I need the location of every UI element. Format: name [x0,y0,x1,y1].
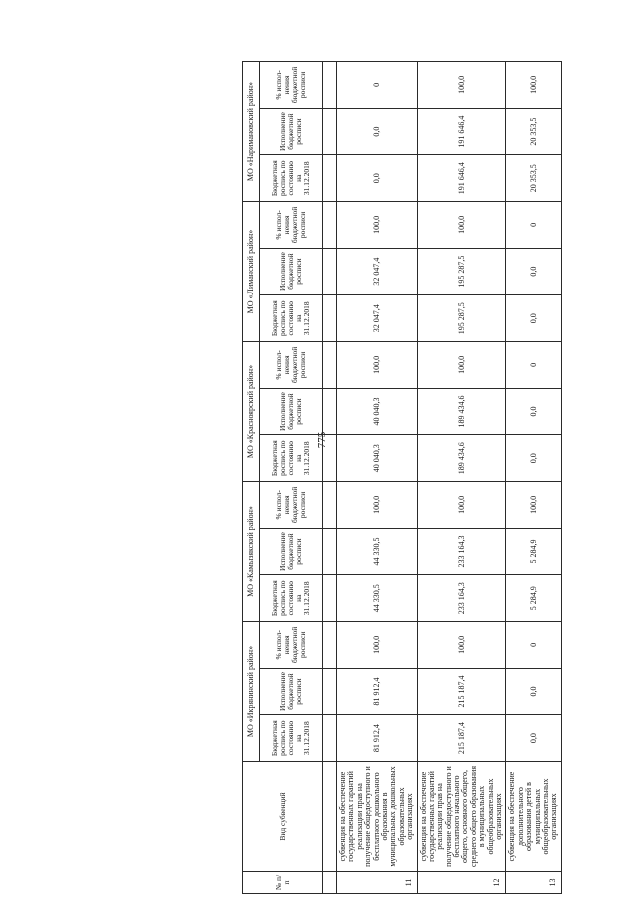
spacer-cell [323,668,337,715]
row-number: 12 [417,872,506,894]
budget-value: 0,0 [506,715,561,762]
percent-value: 0 [506,622,561,669]
execution-value: 215 187,4 [417,668,506,715]
budget-value: 44 330,5 [337,575,418,622]
execution-value: 5 284,9 [506,528,561,575]
percent-value: 100,0 [506,62,561,109]
spacer-cell [323,435,337,482]
header-kind: Вид субвенций [243,762,323,872]
header-budget: Бюджетная роспись по состоянию на 31.12.2018 [260,435,323,482]
subsidy-table-container [242,62,559,894]
execution-value: 44 330,5 [337,528,418,575]
percent-value: 0 [506,202,561,249]
spacer-cell [323,62,337,109]
header-row-regions [243,62,260,894]
execution-value: 81 912,4 [337,668,418,715]
subsidy-name: субвенция на обеспечение государственных гарантий реализации прав на получение общедоступного и бесплатного начального общего, основного общего, среднего общего образования в муниципальных общеобразовательных организациях [417,762,506,872]
header-budget: Бюджетная роспись по состоянию на 31.12.2018 [260,715,323,762]
spacer-cell [323,575,337,622]
spacer-cell [323,108,337,155]
header-region: МО «Камызякский район» [243,482,260,622]
percent-value: 100,0 [506,482,561,529]
budget-value: 189 434,6 [417,435,506,482]
header-percent: % испол-нения бюджетной росписи [260,342,323,389]
percent-value: 100,0 [417,342,506,389]
budget-value: 0,0 [506,435,561,482]
header-region: МО «Лиманский район» [243,202,260,342]
header-execution: Исполнение бюджетной росписи [260,528,323,575]
spacer-cell [323,622,337,669]
percent-value: 100,0 [337,342,418,389]
percent-value: 0 [506,342,561,389]
table-row [337,62,418,894]
header-budget: Бюджетная роспись по состоянию на 31.12.2018 [260,295,323,342]
spacer-cell [323,155,337,202]
spacer-cell [323,762,337,872]
percent-value: 100,0 [337,482,418,529]
execution-value: 195 287,5 [417,248,506,295]
spacer-cell [323,248,337,295]
spacer-cell [323,342,337,389]
index-row-spacer [323,62,337,894]
spacer-cell [323,202,337,249]
spacer-cell [323,715,337,762]
execution-value: 40 040,3 [337,388,418,435]
percent-value: 100,0 [337,622,418,669]
subsidy-name: субвенция на обеспечение государственных гарантий реализации прав на получение общедоступного и бесплатного дошкольного образования в муниципальных дошкольных образовательных организациях [337,762,418,872]
execution-value: 32 047,4 [337,248,418,295]
header-execution: Исполнение бюджетной росписи [260,248,323,295]
execution-value: 0,0 [506,388,561,435]
budget-value: 0,0 [337,155,418,202]
spacer-cell [323,388,337,435]
budget-value: 20 353,5 [506,155,561,202]
header-percent: % испол-нения бюджетной росписи [260,62,323,109]
percent-value: 100,0 [337,202,418,249]
header-percent: % испол-нения бюджетной росписи [260,202,323,249]
budget-value: 233 164,3 [417,575,506,622]
table-row [417,62,506,894]
execution-value: 0,0 [506,668,561,715]
execution-value: 189 434,6 [417,388,506,435]
budget-value: 195 287,5 [417,295,506,342]
budget-value: 5 284,9 [506,575,561,622]
header-percent: % испол-нения бюджетной росписи [260,622,323,669]
row-number: 11 [337,872,418,894]
execution-value: 0,0 [337,108,418,155]
header-num: № п/п [243,872,323,894]
percent-value: 100,0 [417,62,506,109]
spacer-cell [323,295,337,342]
subsidy-table [242,61,562,894]
subsidy-name: субвенция на обеспечение дополнительного образования детей в муниципальных общеобразовательных организациях [506,762,561,872]
spacer-cell [323,872,337,894]
percent-value: 100,0 [417,482,506,529]
header-region: МО «Икрянинский район» [243,622,260,762]
execution-value: 20 353,5 [506,108,561,155]
percent-value: 100,0 [417,202,506,249]
header-execution: Исполнение бюджетной росписи [260,388,323,435]
header-percent: % испол-нения бюджетной росписи [260,482,323,529]
header-execution: Исполнение бюджетной росписи [260,108,323,155]
page-number: 775 [316,431,328,449]
execution-value: 191 646,4 [417,108,506,155]
execution-value: 233 164,3 [417,528,506,575]
budget-value: 191 646,4 [417,155,506,202]
budget-value: 215 187,4 [417,715,506,762]
table-row [506,62,561,894]
row-number: 13 [506,872,561,894]
header-region: МО «Наримановский район» [243,62,260,202]
budget-value: 40 040,3 [337,435,418,482]
budget-value: 32 047,4 [337,295,418,342]
header-region: МО «Красноярский район» [243,342,260,482]
spacer-cell [323,528,337,575]
budget-value: 81 912,4 [337,715,418,762]
percent-value: 100,0 [417,622,506,669]
execution-value: 0,0 [506,248,561,295]
percent-value: 0 [337,62,418,109]
header-budget: Бюджетная роспись по состоянию на 31.12.2018 [260,575,323,622]
budget-value: 0,0 [506,295,561,342]
header-execution: Исполнение бюджетной росписи [260,668,323,715]
spacer-cell [323,482,337,529]
header-budget: Бюджетная роспись по состоянию на 31.12.2018 [260,155,323,202]
